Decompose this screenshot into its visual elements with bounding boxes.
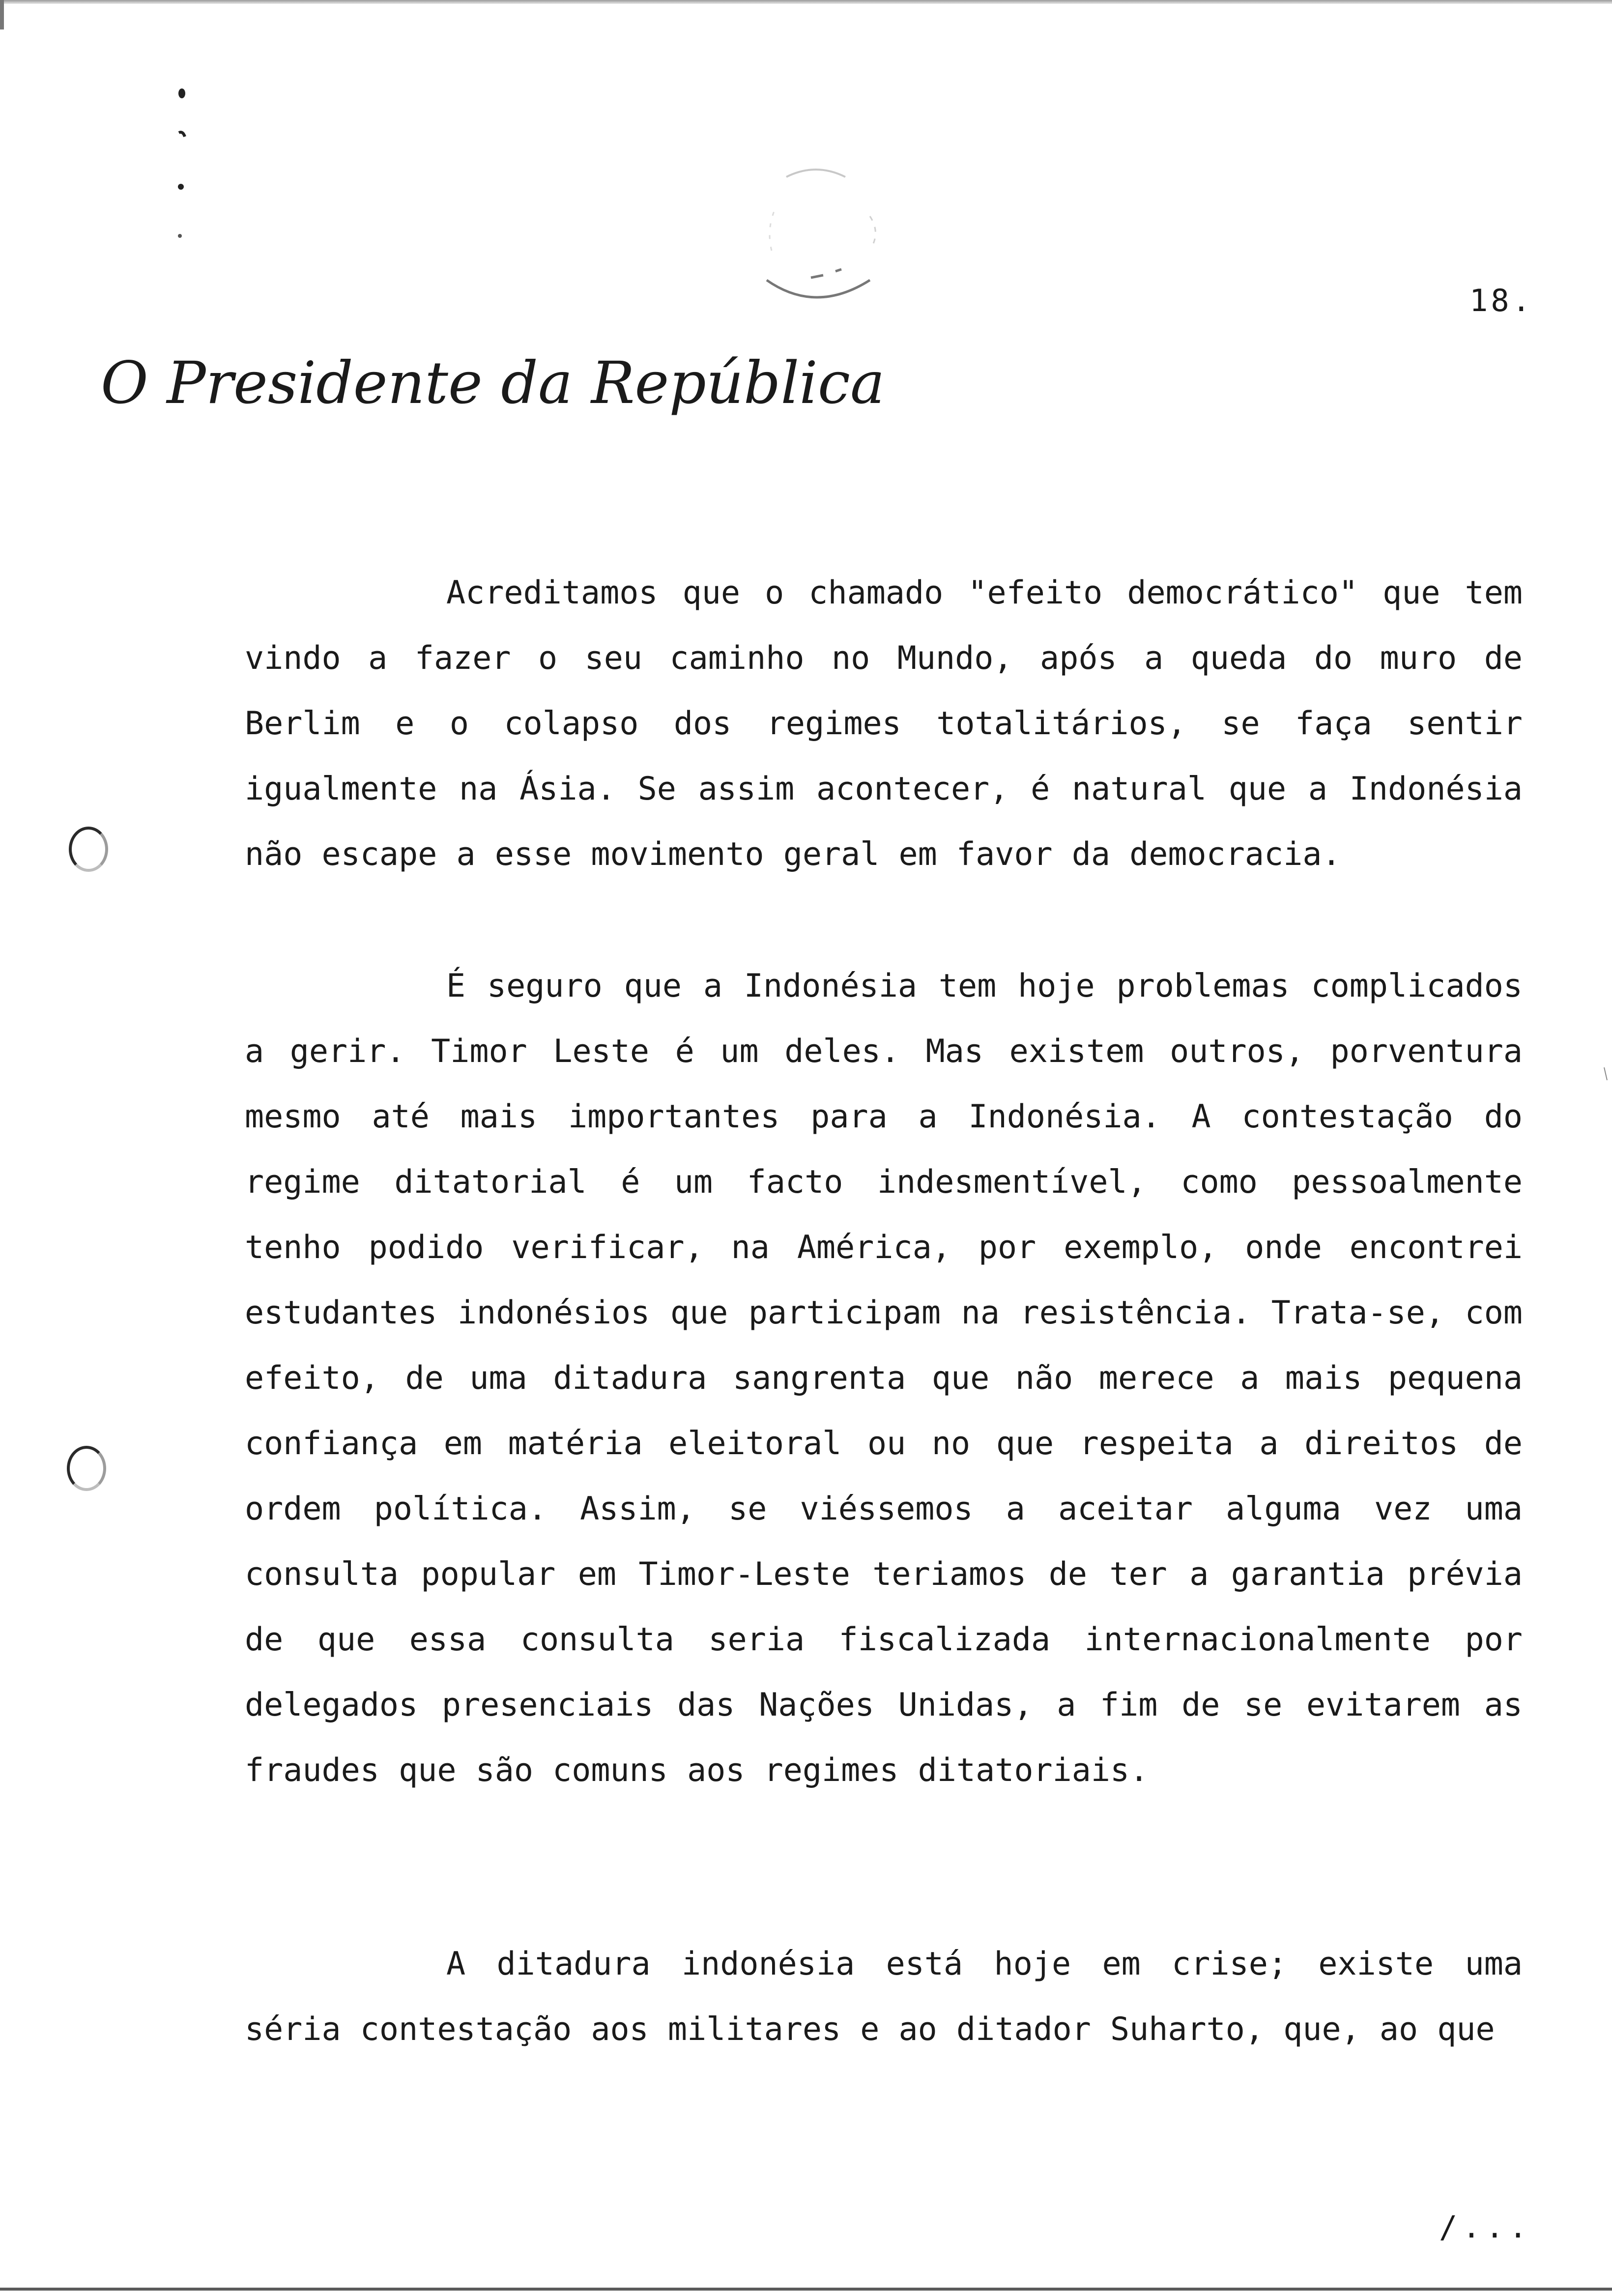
faint-seal-mark xyxy=(757,157,894,315)
scan-specks xyxy=(167,84,197,251)
paragraph-2-text: É seguro que a Indonésia tem hoje problemas complicados a gerir. Timor Leste é um deles. Mas existem outros, porventura mesmo até mais importantes para a Indonésia. A contestação do regime ditatorial é um facto indesmentível, como pessoalmente tenho podido verificar, na América, por exemplo, onde encontrei estudantes indonésios que participam na resistência. Trata-se, com efeito, de uma ditadura sangrenta que não merece a mais pequena confiança em matéria eleitoral ou no que respeita a direitos de ordem política. Assim, se viéssemos a aceitar alguma vez uma consulta popular em Timor-Leste teriamos de ter a garantia prévia de que essa consulta seria fiscalizada internacionalmente por delegados presenciais das Nações Unidas, a fim de se evitarem as fraudes que são comuns aos regimes ditatoriais. xyxy=(245,968,1523,1789)
punch-hole-lower xyxy=(67,1446,106,1491)
paragraph-3 xyxy=(245,1931,1523,2062)
scan-edge-bottom xyxy=(0,2288,1612,2291)
continuation-mark: /... xyxy=(1439,2209,1532,2245)
paragraph-3-text: A ditadura indonésia está hoje em crise; existe uma séria contestação aos militares e ao ditador Suharto, que, ao que xyxy=(245,1946,1523,2048)
letterhead-title xyxy=(101,344,885,428)
scan-edge-left xyxy=(0,0,4,29)
page-number: 18. xyxy=(1469,283,1533,318)
paragraph-1 xyxy=(245,560,1523,887)
paragraph-2 xyxy=(245,953,1523,1803)
stray-scan-mark xyxy=(1603,1066,1608,1081)
letterhead-text: O Presidente da República xyxy=(101,349,885,417)
paragraph-1-text: Acreditamos que o chamado "efeito democrático" que tem vindo a fazer o seu caminho no Mundo, após a queda do muro de Berlim e o colapso dos regimes totalitários, se faça sentir igualmente na Ásia. Se assim acontecer, é natural que a Indonésia não escape a esse movimento geral em favor da democracia. xyxy=(245,574,1523,873)
scan-edge-top xyxy=(0,0,1612,4)
punch-hole-upper xyxy=(69,827,108,872)
